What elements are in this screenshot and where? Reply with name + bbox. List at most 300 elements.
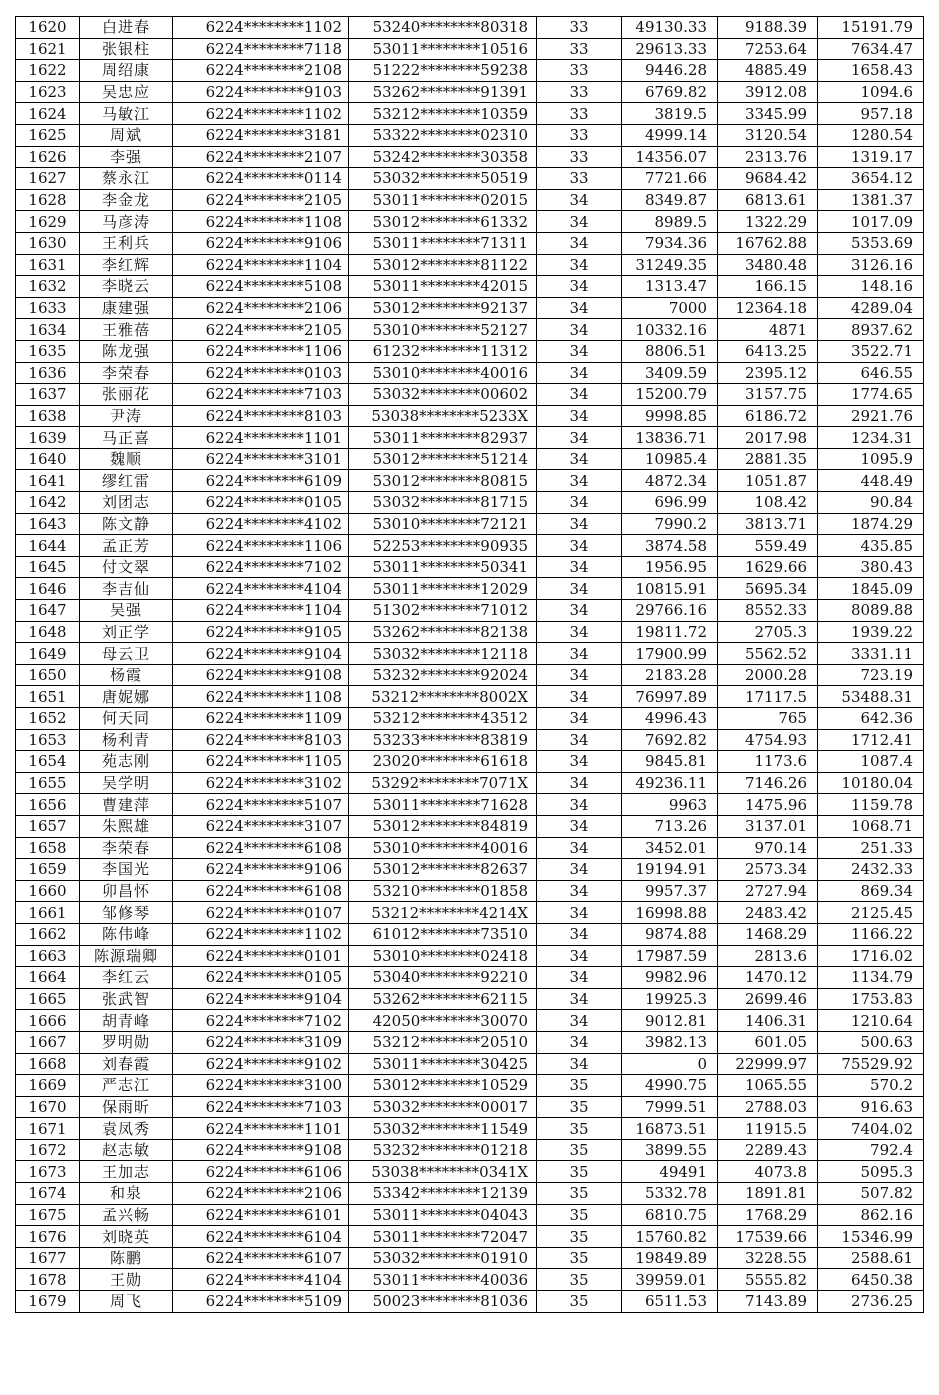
name-cell: 吴忠应 bbox=[80, 81, 173, 103]
amount-b-cell: 4871 bbox=[718, 319, 818, 341]
amount-b-cell: 3120.54 bbox=[718, 124, 818, 146]
name-cell: 蔡永江 bbox=[80, 168, 173, 190]
id-number-cell: 53210********01858 bbox=[349, 880, 537, 902]
name-cell: 朱熙雄 bbox=[80, 815, 173, 837]
id-number-cell: 53012********92137 bbox=[349, 297, 537, 319]
amount-b-cell: 7253.64 bbox=[718, 38, 818, 60]
id-number-cell: 53011********82937 bbox=[349, 427, 537, 449]
amount-c-cell: 1087.4 bbox=[818, 751, 924, 773]
age-cell: 35 bbox=[537, 1139, 622, 1161]
amount-b-cell: 7146.26 bbox=[718, 772, 818, 794]
row-index-cell: 1670 bbox=[16, 1096, 80, 1118]
card-number-cell: 6224********4102 bbox=[173, 513, 349, 535]
id-number-cell: 53262********62115 bbox=[349, 988, 537, 1010]
table-row bbox=[16, 578, 924, 600]
card-number-cell: 6224********9108 bbox=[173, 664, 349, 686]
age-cell: 33 bbox=[537, 38, 622, 60]
row-index-cell: 1663 bbox=[16, 945, 80, 967]
age-cell: 34 bbox=[537, 772, 622, 794]
amount-a-cell: 31249.35 bbox=[622, 254, 718, 276]
card-number-cell: 6224********2108 bbox=[173, 60, 349, 82]
card-number-cell: 6224********8103 bbox=[173, 729, 349, 751]
table-row bbox=[16, 1269, 924, 1291]
name-cell: 何天同 bbox=[80, 708, 173, 730]
id-number-cell: 53032********00017 bbox=[349, 1096, 537, 1118]
row-index-cell: 1643 bbox=[16, 513, 80, 535]
row-index-cell: 1664 bbox=[16, 967, 80, 989]
card-number-cell: 6224********0114 bbox=[173, 168, 349, 190]
table-row bbox=[16, 427, 924, 449]
amount-a-cell: 10332.16 bbox=[622, 319, 718, 341]
age-cell: 34 bbox=[537, 902, 622, 924]
age-cell: 34 bbox=[537, 751, 622, 773]
amount-b-cell: 1173.6 bbox=[718, 751, 818, 773]
amount-c-cell: 1753.83 bbox=[818, 988, 924, 1010]
amount-a-cell: 19194.91 bbox=[622, 859, 718, 881]
age-cell: 34 bbox=[537, 578, 622, 600]
card-number-cell: 6224********4104 bbox=[173, 578, 349, 600]
amount-a-cell: 15200.79 bbox=[622, 384, 718, 406]
card-number-cell: 6224********4104 bbox=[173, 1269, 349, 1291]
amount-a-cell: 10815.91 bbox=[622, 578, 718, 600]
amount-a-cell: 3409.59 bbox=[622, 362, 718, 384]
amount-a-cell: 3819.5 bbox=[622, 103, 718, 125]
id-number-cell: 53212********8002X bbox=[349, 686, 537, 708]
name-cell: 马正喜 bbox=[80, 427, 173, 449]
age-cell: 34 bbox=[537, 340, 622, 362]
amount-a-cell: 0 bbox=[622, 1053, 718, 1075]
name-cell: 缪红雷 bbox=[80, 470, 173, 492]
card-number-cell: 6224********1108 bbox=[173, 686, 349, 708]
row-index-cell: 1671 bbox=[16, 1118, 80, 1140]
card-number-cell: 6224********5107 bbox=[173, 794, 349, 816]
name-cell: 袁凤秀 bbox=[80, 1118, 173, 1140]
id-number-cell: 42050********30070 bbox=[349, 1010, 537, 1032]
table-row bbox=[16, 211, 924, 233]
table-row bbox=[16, 340, 924, 362]
age-cell: 34 bbox=[537, 945, 622, 967]
amount-a-cell: 49236.11 bbox=[622, 772, 718, 794]
amount-a-cell: 9982.96 bbox=[622, 967, 718, 989]
name-cell: 保雨昕 bbox=[80, 1096, 173, 1118]
id-number-cell: 53232********01218 bbox=[349, 1139, 537, 1161]
amount-b-cell: 1470.12 bbox=[718, 967, 818, 989]
name-cell: 马敏江 bbox=[80, 103, 173, 125]
name-cell: 张银柱 bbox=[80, 38, 173, 60]
amount-c-cell: 8937.62 bbox=[818, 319, 924, 341]
name-cell: 李强 bbox=[80, 146, 173, 168]
amount-a-cell: 1313.47 bbox=[622, 276, 718, 298]
age-cell: 34 bbox=[537, 859, 622, 881]
name-cell: 严志江 bbox=[80, 1075, 173, 1097]
amount-a-cell: 13836.71 bbox=[622, 427, 718, 449]
card-number-cell: 6224********6109 bbox=[173, 470, 349, 492]
amount-b-cell: 2000.28 bbox=[718, 664, 818, 686]
amount-c-cell: 1658.43 bbox=[818, 60, 924, 82]
amount-b-cell: 166.15 bbox=[718, 276, 818, 298]
id-number-cell: 51222********59238 bbox=[349, 60, 537, 82]
id-number-cell: 53212********20510 bbox=[349, 1031, 537, 1053]
id-number-cell: 53212********43512 bbox=[349, 708, 537, 730]
card-number-cell: 6224********2106 bbox=[173, 297, 349, 319]
name-cell: 赵志敏 bbox=[80, 1139, 173, 1161]
card-number-cell: 6224********6108 bbox=[173, 880, 349, 902]
name-cell: 张丽花 bbox=[80, 384, 173, 406]
amount-a-cell: 9446.28 bbox=[622, 60, 718, 82]
row-index-cell: 1676 bbox=[16, 1226, 80, 1248]
amount-b-cell: 3137.01 bbox=[718, 815, 818, 837]
table-row bbox=[16, 535, 924, 557]
amount-c-cell: 7634.47 bbox=[818, 38, 924, 60]
id-number-cell: 50023********81036 bbox=[349, 1291, 537, 1313]
row-index-cell: 1661 bbox=[16, 902, 80, 924]
age-cell: 34 bbox=[537, 405, 622, 427]
name-cell: 李荣春 bbox=[80, 362, 173, 384]
table-row bbox=[16, 1139, 924, 1161]
card-number-cell: 6224********0103 bbox=[173, 362, 349, 384]
amount-a-cell: 6810.75 bbox=[622, 1204, 718, 1226]
amount-a-cell: 8806.51 bbox=[622, 340, 718, 362]
id-number-cell: 53212********4214X bbox=[349, 902, 537, 924]
age-cell: 34 bbox=[537, 297, 622, 319]
table-row bbox=[16, 405, 924, 427]
card-number-cell: 6224********8103 bbox=[173, 405, 349, 427]
amount-a-cell: 39959.01 bbox=[622, 1269, 718, 1291]
card-number-cell: 6224********1106 bbox=[173, 340, 349, 362]
name-cell: 吴强 bbox=[80, 600, 173, 622]
amount-c-cell: 53488.31 bbox=[818, 686, 924, 708]
name-cell: 王勋 bbox=[80, 1269, 173, 1291]
row-index-cell: 1648 bbox=[16, 621, 80, 643]
id-number-cell: 53011********71628 bbox=[349, 794, 537, 816]
amount-c-cell: 2125.45 bbox=[818, 902, 924, 924]
amount-c-cell: 7404.02 bbox=[818, 1118, 924, 1140]
amount-c-cell: 1280.54 bbox=[818, 124, 924, 146]
id-number-cell: 53011********02015 bbox=[349, 189, 537, 211]
card-number-cell: 6224********9104 bbox=[173, 643, 349, 665]
amount-c-cell: 869.34 bbox=[818, 880, 924, 902]
amount-c-cell: 500.63 bbox=[818, 1031, 924, 1053]
card-number-cell: 6224********2105 bbox=[173, 189, 349, 211]
name-cell: 周斌 bbox=[80, 124, 173, 146]
amount-b-cell: 2289.43 bbox=[718, 1139, 818, 1161]
age-cell: 34 bbox=[537, 513, 622, 535]
age-cell: 35 bbox=[537, 1291, 622, 1313]
age-cell: 34 bbox=[537, 362, 622, 384]
id-number-cell: 53010********02418 bbox=[349, 945, 537, 967]
amount-a-cell: 696.99 bbox=[622, 492, 718, 514]
name-cell: 张武智 bbox=[80, 988, 173, 1010]
amount-b-cell: 3228.55 bbox=[718, 1247, 818, 1269]
id-number-cell: 53012********84819 bbox=[349, 815, 537, 837]
row-index-cell: 1633 bbox=[16, 297, 80, 319]
table-body bbox=[16, 17, 924, 1313]
card-number-cell: 6224********3101 bbox=[173, 448, 349, 470]
age-cell: 34 bbox=[537, 708, 622, 730]
age-cell: 34 bbox=[537, 1053, 622, 1075]
row-index-cell: 1651 bbox=[16, 686, 80, 708]
amount-b-cell: 7143.89 bbox=[718, 1291, 818, 1313]
name-cell: 尹涛 bbox=[80, 405, 173, 427]
id-number-cell: 53232********92024 bbox=[349, 664, 537, 686]
row-index-cell: 1655 bbox=[16, 772, 80, 794]
id-number-cell: 53011********42015 bbox=[349, 276, 537, 298]
id-number-cell: 53233********83819 bbox=[349, 729, 537, 751]
age-cell: 34 bbox=[537, 232, 622, 254]
amount-a-cell: 6511.53 bbox=[622, 1291, 718, 1313]
amount-c-cell: 957.18 bbox=[818, 103, 924, 125]
table-row bbox=[16, 621, 924, 643]
table-row bbox=[16, 1075, 924, 1097]
name-cell: 刘晓英 bbox=[80, 1226, 173, 1248]
table-row bbox=[16, 686, 924, 708]
amount-c-cell: 1134.79 bbox=[818, 967, 924, 989]
age-cell: 34 bbox=[537, 492, 622, 514]
name-cell: 孟正芳 bbox=[80, 535, 173, 557]
age-cell: 34 bbox=[537, 276, 622, 298]
id-number-cell: 53012********81122 bbox=[349, 254, 537, 276]
card-number-cell: 6224********3109 bbox=[173, 1031, 349, 1053]
id-number-cell: 53011********50341 bbox=[349, 556, 537, 578]
card-number-cell: 6224********3100 bbox=[173, 1075, 349, 1097]
amount-c-cell: 380.43 bbox=[818, 556, 924, 578]
amount-a-cell: 29613.33 bbox=[622, 38, 718, 60]
amount-b-cell: 17117.5 bbox=[718, 686, 818, 708]
row-index-cell: 1662 bbox=[16, 923, 80, 945]
amount-b-cell: 5562.52 bbox=[718, 643, 818, 665]
amount-c-cell: 1319.17 bbox=[818, 146, 924, 168]
age-cell: 34 bbox=[537, 556, 622, 578]
amount-b-cell: 12364.18 bbox=[718, 297, 818, 319]
card-number-cell: 6224********9105 bbox=[173, 621, 349, 643]
row-index-cell: 1658 bbox=[16, 837, 80, 859]
id-number-cell: 53292********7071X bbox=[349, 772, 537, 794]
row-index-cell: 1636 bbox=[16, 362, 80, 384]
amount-b-cell: 3157.75 bbox=[718, 384, 818, 406]
card-number-cell: 6224********3107 bbox=[173, 815, 349, 837]
age-cell: 35 bbox=[537, 1075, 622, 1097]
age-cell: 34 bbox=[537, 448, 622, 470]
amount-c-cell: 5353.69 bbox=[818, 232, 924, 254]
card-number-cell: 6224********7103 bbox=[173, 1096, 349, 1118]
row-index-cell: 1634 bbox=[16, 319, 80, 341]
amount-c-cell: 1774.65 bbox=[818, 384, 924, 406]
id-number-cell: 61012********73510 bbox=[349, 923, 537, 945]
amount-a-cell: 5332.78 bbox=[622, 1183, 718, 1205]
table-row bbox=[16, 513, 924, 535]
amount-c-cell: 3654.12 bbox=[818, 168, 924, 190]
amount-c-cell: 435.85 bbox=[818, 535, 924, 557]
id-number-cell: 53262********91391 bbox=[349, 81, 537, 103]
amount-c-cell: 570.2 bbox=[818, 1075, 924, 1097]
name-cell: 罗明勋 bbox=[80, 1031, 173, 1053]
card-number-cell: 6224********1104 bbox=[173, 600, 349, 622]
amount-a-cell: 713.26 bbox=[622, 815, 718, 837]
card-number-cell: 6224********0105 bbox=[173, 492, 349, 514]
amount-c-cell: 148.16 bbox=[818, 276, 924, 298]
row-index-cell: 1652 bbox=[16, 708, 80, 730]
id-number-cell: 53010********40016 bbox=[349, 837, 537, 859]
amount-b-cell: 11915.5 bbox=[718, 1118, 818, 1140]
row-index-cell: 1675 bbox=[16, 1204, 80, 1226]
table-row bbox=[16, 600, 924, 622]
amount-c-cell: 2588.61 bbox=[818, 1247, 924, 1269]
id-number-cell: 53038********0341X bbox=[349, 1161, 537, 1183]
amount-b-cell: 3813.71 bbox=[718, 513, 818, 535]
amount-b-cell: 6413.25 bbox=[718, 340, 818, 362]
id-number-cell: 53212********10359 bbox=[349, 103, 537, 125]
name-cell: 卯昌怀 bbox=[80, 880, 173, 902]
name-cell: 陈源瑞卿 bbox=[80, 945, 173, 967]
age-cell: 34 bbox=[537, 643, 622, 665]
name-cell: 胡青峰 bbox=[80, 1010, 173, 1032]
amount-a-cell: 4990.75 bbox=[622, 1075, 718, 1097]
name-cell: 刘春霞 bbox=[80, 1053, 173, 1075]
id-number-cell: 53012********10529 bbox=[349, 1075, 537, 1097]
age-cell: 35 bbox=[537, 1161, 622, 1183]
card-number-cell: 6224********1108 bbox=[173, 211, 349, 233]
amount-c-cell: 15346.99 bbox=[818, 1226, 924, 1248]
card-number-cell: 6224********7102 bbox=[173, 556, 349, 578]
table-row bbox=[16, 319, 924, 341]
card-number-cell: 6224********6101 bbox=[173, 1204, 349, 1226]
row-index-cell: 1638 bbox=[16, 405, 80, 427]
amount-b-cell: 17539.66 bbox=[718, 1226, 818, 1248]
name-cell: 苑志刚 bbox=[80, 751, 173, 773]
amount-a-cell: 3982.13 bbox=[622, 1031, 718, 1053]
age-cell: 35 bbox=[537, 1183, 622, 1205]
id-number-cell: 52253********90935 bbox=[349, 535, 537, 557]
amount-b-cell: 765 bbox=[718, 708, 818, 730]
amount-a-cell: 19925.3 bbox=[622, 988, 718, 1010]
id-number-cell: 53010********72121 bbox=[349, 513, 537, 535]
row-index-cell: 1677 bbox=[16, 1247, 80, 1269]
amount-b-cell: 5555.82 bbox=[718, 1269, 818, 1291]
age-cell: 35 bbox=[537, 1269, 622, 1291]
amount-a-cell: 7990.2 bbox=[622, 513, 718, 535]
age-cell: 34 bbox=[537, 470, 622, 492]
card-number-cell: 6224********6108 bbox=[173, 837, 349, 859]
name-cell: 孟兴畅 bbox=[80, 1204, 173, 1226]
age-cell: 33 bbox=[537, 103, 622, 125]
id-number-cell: 53262********82138 bbox=[349, 621, 537, 643]
amount-c-cell: 507.82 bbox=[818, 1183, 924, 1205]
table-row bbox=[16, 297, 924, 319]
card-number-cell: 6224********1101 bbox=[173, 1118, 349, 1140]
age-cell: 34 bbox=[537, 427, 622, 449]
amount-b-cell: 4754.93 bbox=[718, 729, 818, 751]
card-number-cell: 6224********1104 bbox=[173, 254, 349, 276]
id-number-cell: 53011********72047 bbox=[349, 1226, 537, 1248]
card-number-cell: 6224********3102 bbox=[173, 772, 349, 794]
age-cell: 34 bbox=[537, 211, 622, 233]
age-cell: 34 bbox=[537, 923, 622, 945]
table-row bbox=[16, 1183, 924, 1205]
amount-c-cell: 1381.37 bbox=[818, 189, 924, 211]
id-number-cell: 53011********04043 bbox=[349, 1204, 537, 1226]
amount-c-cell: 1166.22 bbox=[818, 923, 924, 945]
name-cell: 王加志 bbox=[80, 1161, 173, 1183]
card-number-cell: 6224********9103 bbox=[173, 81, 349, 103]
amount-b-cell: 5695.34 bbox=[718, 578, 818, 600]
name-cell: 魏顺 bbox=[80, 448, 173, 470]
age-cell: 34 bbox=[537, 880, 622, 902]
amount-b-cell: 1406.31 bbox=[718, 1010, 818, 1032]
card-number-cell: 6224********2106 bbox=[173, 1183, 349, 1205]
table-row bbox=[16, 362, 924, 384]
row-index-cell: 1659 bbox=[16, 859, 80, 881]
card-number-cell: 6224********7103 bbox=[173, 384, 349, 406]
age-cell: 34 bbox=[537, 686, 622, 708]
row-index-cell: 1620 bbox=[16, 17, 80, 39]
amount-c-cell: 15191.79 bbox=[818, 17, 924, 39]
table-row bbox=[16, 81, 924, 103]
row-index-cell: 1649 bbox=[16, 643, 80, 665]
table-row bbox=[16, 664, 924, 686]
row-index-cell: 1622 bbox=[16, 60, 80, 82]
table-row bbox=[16, 794, 924, 816]
amount-a-cell: 8349.87 bbox=[622, 189, 718, 211]
amount-c-cell: 1159.78 bbox=[818, 794, 924, 816]
amount-b-cell: 970.14 bbox=[718, 837, 818, 859]
amount-b-cell: 3345.99 bbox=[718, 103, 818, 125]
table-row bbox=[16, 1291, 924, 1313]
table-row bbox=[16, 643, 924, 665]
amount-a-cell: 7999.51 bbox=[622, 1096, 718, 1118]
table-row bbox=[16, 189, 924, 211]
amount-a-cell: 9845.81 bbox=[622, 751, 718, 773]
table-row bbox=[16, 1096, 924, 1118]
card-number-cell: 6224********7102 bbox=[173, 1010, 349, 1032]
card-number-cell: 6224********6107 bbox=[173, 1247, 349, 1269]
age-cell: 35 bbox=[537, 1096, 622, 1118]
amount-a-cell: 76997.89 bbox=[622, 686, 718, 708]
table-row bbox=[16, 1010, 924, 1032]
row-index-cell: 1674 bbox=[16, 1183, 80, 1205]
row-index-cell: 1623 bbox=[16, 81, 80, 103]
row-index-cell: 1653 bbox=[16, 729, 80, 751]
card-number-cell: 6224********1109 bbox=[173, 708, 349, 730]
amount-c-cell: 723.19 bbox=[818, 664, 924, 686]
amount-c-cell: 251.33 bbox=[818, 837, 924, 859]
amount-c-cell: 646.55 bbox=[818, 362, 924, 384]
amount-a-cell: 1956.95 bbox=[622, 556, 718, 578]
id-number-cell: 53011********40036 bbox=[349, 1269, 537, 1291]
amount-c-cell: 1874.29 bbox=[818, 513, 924, 535]
table-row bbox=[16, 880, 924, 902]
row-index-cell: 1628 bbox=[16, 189, 80, 211]
id-number-cell: 53010********52127 bbox=[349, 319, 537, 341]
table-row bbox=[16, 729, 924, 751]
amount-c-cell: 2921.76 bbox=[818, 405, 924, 427]
card-number-cell: 6224********9104 bbox=[173, 988, 349, 1010]
id-number-cell: 53012********51214 bbox=[349, 448, 537, 470]
table-row bbox=[16, 1118, 924, 1140]
table-row bbox=[16, 146, 924, 168]
amount-a-cell: 7692.82 bbox=[622, 729, 718, 751]
table-row bbox=[16, 1053, 924, 1075]
name-cell: 李荣春 bbox=[80, 837, 173, 859]
amount-c-cell: 1234.31 bbox=[818, 427, 924, 449]
name-cell: 李红云 bbox=[80, 967, 173, 989]
row-index-cell: 1627 bbox=[16, 168, 80, 190]
amount-b-cell: 4885.49 bbox=[718, 60, 818, 82]
amount-b-cell: 3912.08 bbox=[718, 81, 818, 103]
age-cell: 35 bbox=[537, 1247, 622, 1269]
amount-a-cell: 17900.99 bbox=[622, 643, 718, 665]
card-number-cell: 6224********1102 bbox=[173, 923, 349, 945]
row-index-cell: 1660 bbox=[16, 880, 80, 902]
